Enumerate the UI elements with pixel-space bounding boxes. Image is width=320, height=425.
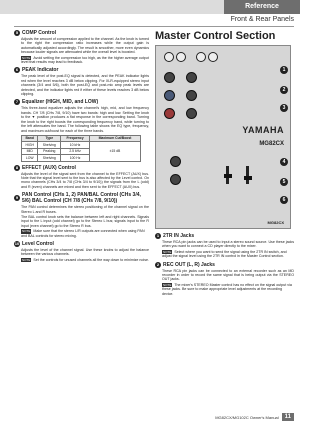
- master-control-diagram: [155, 45, 291, 229]
- note: [21, 56, 149, 65]
- knob-icon: [186, 90, 197, 101]
- knob-icon: [170, 174, 181, 185]
- table-cell: Shelving: [38, 155, 61, 161]
- table-header: Frequency: [61, 135, 90, 141]
- section-2tr-in: [155, 233, 294, 259]
- left-column: [14, 30, 149, 265]
- table-header: Type: [38, 135, 61, 141]
- callout-marker: 5: [280, 178, 288, 186]
- page-subtitle: Front & Rear Panels: [230, 16, 294, 23]
- section-title: Equalizer (HIGH, MID, and LOW): [22, 99, 99, 106]
- section-title: REC OUT (L, R) Jacks: [163, 261, 215, 268]
- section-level: [14, 241, 149, 262]
- section-number: 6: [15, 67, 19, 73]
- fader-knob-icon: [224, 174, 232, 178]
- page-footer: [215, 413, 294, 421]
- section-number: 5: [15, 30, 19, 35]
- note-label: NOTE: [163, 282, 172, 287]
- paragraph: These RCA pin jacks can be used to input a stereo sound source. Use these jacks when you want to connect a CD player directly to the mixer.: [162, 240, 294, 249]
- note-text: Make sure that the stereo L/R outputs are connected when using PAN and BAL controls for stereo mixing.: [21, 229, 145, 238]
- page-title: Master Control Section: [155, 30, 276, 42]
- table-cell: LOW: [22, 155, 38, 161]
- section-number: 9: [15, 195, 19, 201]
- model-footer: MG82CX: [267, 219, 284, 225]
- fader-track: [246, 166, 249, 184]
- paragraph: The peak level of the post-EQ signal is detected, and the PEAK indicator lights red when the level reaches 3 dB below clipping. For XLR-equipped stereo input channels (3/4 and 5/6), both the post-EQ and post-mic amp peak levels are detected, and the indicator lights red if either of these levels reaches 3 dB below clipping.: [21, 74, 149, 97]
- paragraph: Adjusts the amount of compression applied to the channel. As the knob is turned to the right the compression ratio increases while the output gain is automatically adjusted accordingly. The result is smoother, more even dynamics because louder signals are attenuated while the overall level is boosted.: [21, 37, 149, 55]
- section-pan: [14, 192, 149, 238]
- section-number: 2: [156, 261, 160, 267]
- knob-icon: [186, 72, 197, 83]
- section-number: 10: [14, 241, 20, 246]
- table-cell: 100 Hz: [61, 155, 90, 161]
- section-eq: [14, 99, 149, 161]
- note-label: NOTE: [22, 257, 31, 262]
- table-header: Maximum Cut/Boost: [89, 135, 140, 141]
- note-text: The mixer's STEREO Master control has no effect on the signal output via these jacks. Be sure to make appropriate level adjustments at the recording device.: [162, 282, 292, 296]
- section-number: 8: [15, 164, 19, 170]
- knob-icon: [164, 108, 175, 119]
- table-cell: HIGH: [22, 142, 38, 148]
- section-title: EFFECT (AUX) Control: [22, 164, 76, 171]
- rca-jack-icon: [176, 52, 186, 62]
- section-comp: [14, 30, 149, 64]
- paragraph: Adjusts the level of the signal sent from the channel to the EFFECT (AUX) bus. Note that the signal level sent to the bus is also affected by the Level control. On mono channels (CHs 3/4 to 7/8 (CHs 3/4 to 9/10)) the signals from the L (odd) and R (even) channels are mixed and then sent to the EFFECT (AUX) bus.: [21, 171, 149, 189]
- table-cell: MID: [22, 148, 38, 154]
- section-title: PAN Control (CHs 1, 2) PAN/BAL Control (CHs 3/4, 5/6) BAL Control (CH 7/8 (CHs 7/8, 9/10)): [22, 192, 141, 205]
- paragraph: This three-band equalizer adjusts the channel's high, mid, and low frequency bands. CH 7/8 (CHs 7/8, 9/10) have two bands: high and low. Setting the knob to the ▼ position produces a flat response in the corresponding band. Turning the knob to the right boosts the corresponding frequency band, while turning to the left attenuates the band. The following table shows the EQ type, frequency, and maximum cut/boost for each of the three bands.: [21, 106, 149, 133]
- paragraph: The PAN control determines the stereo positioning of the channel signal on the Stereo L and R buses.: [21, 205, 149, 214]
- table-cell: ±15 dB: [89, 142, 140, 161]
- fader-knob-icon: [244, 176, 252, 180]
- page-number: 11: [282, 413, 294, 421]
- note-text: Avoid setting the compression too high, as the the higher average output level that results may lead to feedback.: [21, 55, 149, 65]
- section-title: COMP Control: [22, 30, 57, 36]
- note-label: NOTE: [22, 55, 31, 60]
- section-number: 7: [15, 99, 19, 105]
- section-title: 2TR IN Jacks: [163, 233, 195, 239]
- rca-jack-icon: [164, 52, 174, 62]
- note: [162, 250, 294, 259]
- note: [21, 258, 149, 262]
- paragraph: These RCA pin jacks can be connected to an external recorder such as an MD recorder in order to record the same signal that is being output via the STEREO OUT jacks.: [162, 268, 294, 282]
- note: [21, 229, 149, 238]
- callout-marker: 3: [280, 104, 288, 112]
- note: [162, 283, 294, 296]
- paragraph: The BAL control knob sets the balance between left and right channels. Signals input to the L input (odd channel) go to the Stereo L bus; signals input to the R input (even channel) go to the Stereo R bus.: [21, 214, 149, 228]
- right-column: [155, 30, 294, 299]
- section-title: Level Control: [22, 241, 54, 247]
- knob-icon: [186, 108, 197, 119]
- manual-title: MG82CX/MG102C Owner's Manual: [215, 414, 279, 420]
- section-tab: Reference: [224, 0, 300, 14]
- callout-marker: 1: [280, 66, 288, 74]
- callout-marker: 2: [280, 86, 288, 94]
- callout-marker: 6: [280, 196, 288, 204]
- callout-marker: 4: [280, 158, 288, 166]
- section-peak: [14, 67, 149, 96]
- knob-icon: [170, 156, 181, 167]
- paragraph: Adjusts the level of the channel signal. Use these knobs to adjust the balance between the various channels.: [21, 248, 149, 257]
- table-cell: 2.5 kHz: [61, 148, 90, 154]
- knob-icon: [164, 90, 175, 101]
- rca-jack-icon: [196, 52, 206, 62]
- eq-table: [21, 135, 141, 162]
- section-title: PEAK Indicator: [22, 67, 59, 74]
- rca-jack-icon: [208, 52, 218, 62]
- table-cell: Shelving: [38, 142, 61, 148]
- note-label: NOTE: [163, 249, 172, 254]
- knob-icon: [164, 72, 175, 83]
- table-cell: Peaking: [38, 148, 61, 154]
- note-text: Select where you want to send the signal using the 2TR IN switch, and adjust the signal level using the 2TR IN control in the Master Control section.: [162, 249, 287, 259]
- brand-logo: YAMAHA: [242, 125, 284, 135]
- header-rule: [14, 26, 294, 27]
- table-cell: 10 kHz: [61, 142, 90, 148]
- note-text: Set the controls for unused channels all the way down to minimize noise.: [33, 257, 150, 262]
- model-name: MG82CX: [259, 141, 284, 147]
- section-number: 1: [156, 233, 160, 238]
- section-rec-out: [155, 262, 294, 296]
- note-label: NOTE: [22, 229, 31, 234]
- section-effect: [14, 165, 149, 190]
- table-header: Band: [22, 135, 38, 141]
